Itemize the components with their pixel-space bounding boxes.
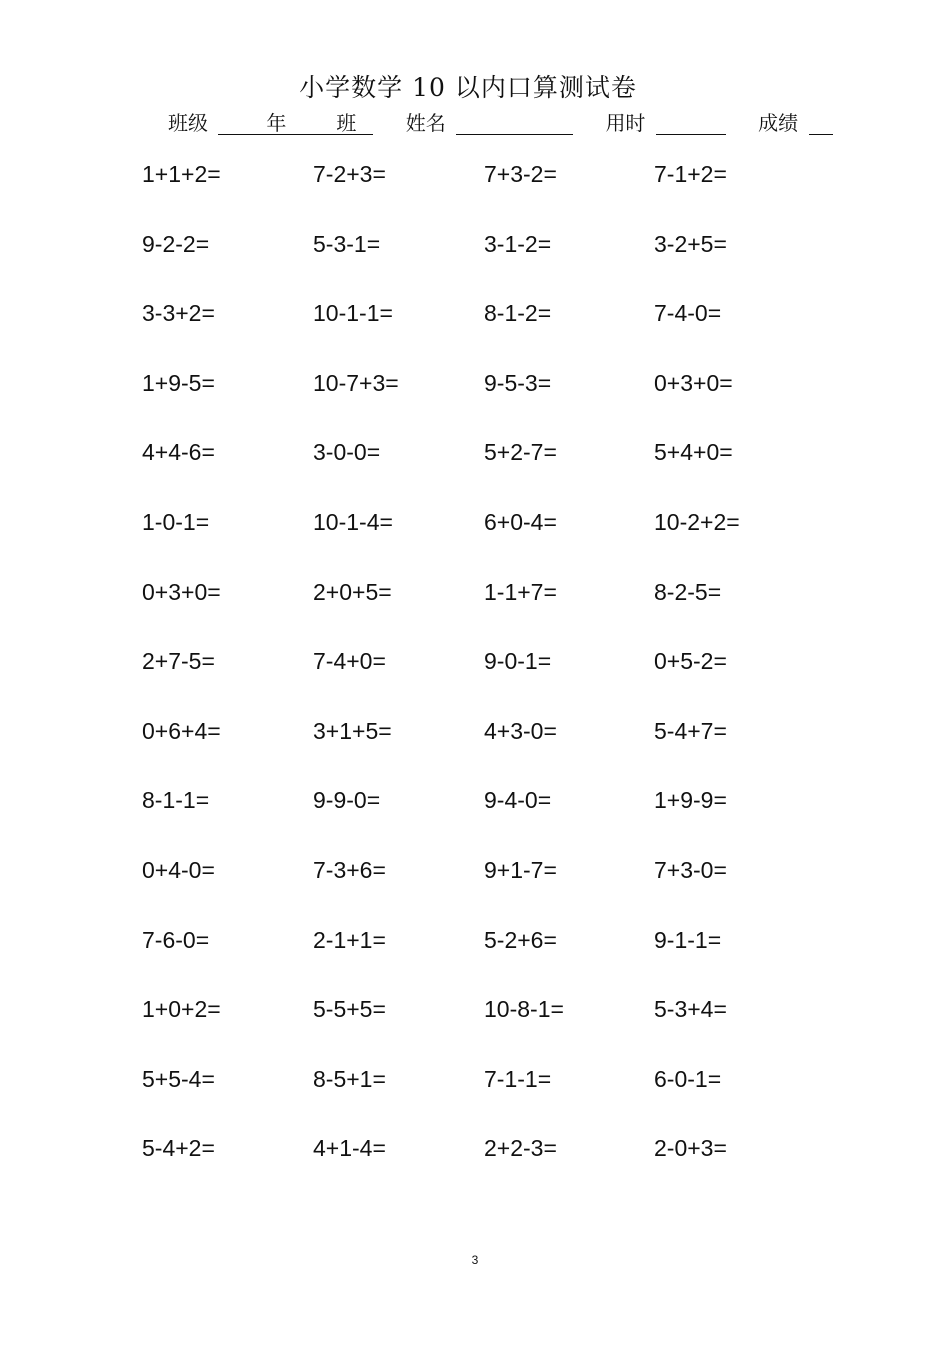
problem-row — [142, 1126, 842, 1196]
arithmetic-problem: 1+9-5= — [142, 369, 215, 396]
arithmetic-problem: 5-2+6= — [484, 926, 557, 953]
problem-row — [142, 222, 842, 292]
arithmetic-problem: 0+3+0= — [142, 578, 221, 605]
problem-row — [142, 987, 842, 1057]
arithmetic-problem: 7+3-2= — [484, 161, 557, 187]
arithmetic-problem: 9-0-1= — [484, 648, 552, 675]
arithmetic-problem: 7-1+2= — [654, 161, 727, 187]
arithmetic-problem: 5+4+0= — [654, 439, 733, 466]
class-label: 班级 — [168, 111, 208, 135]
arithmetic-problem: 2+2-3= — [484, 1135, 557, 1162]
arithmetic-problem: 7-3+6= — [313, 856, 386, 883]
arithmetic-problem: 2+7-5= — [142, 648, 215, 675]
arithmetic-problem: 3-1-2= — [484, 230, 552, 257]
arithmetic-problem: 2-0+3= — [654, 1135, 727, 1162]
arithmetic-problem: 10-1-1= — [313, 300, 393, 327]
arithmetic-problem: 3-0-0= — [313, 439, 381, 466]
arithmetic-problem: 6-0-1= — [654, 1065, 722, 1092]
arithmetic-problem: 1+9-9= — [654, 787, 727, 814]
problem-row — [142, 848, 842, 918]
problem-row — [142, 778, 842, 848]
arithmetic-problem: 7-6-0= — [142, 926, 210, 953]
class-field[interactable] — [218, 108, 373, 135]
problem-row — [142, 500, 842, 570]
name-label: 姓名 — [405, 111, 446, 135]
arithmetic-problem: 8-2-5= — [654, 578, 722, 605]
problem-row — [142, 709, 842, 779]
student-info-row — [168, 108, 833, 138]
arithmetic-problem: 7-2+3= — [313, 161, 386, 187]
arithmetic-problem: 5+2-7= — [484, 439, 557, 466]
time-label: 用时 — [605, 111, 646, 135]
arithmetic-problem: 4+1-4= — [313, 1135, 386, 1162]
arithmetic-problem: 9-1-1= — [654, 926, 722, 953]
arithmetic-problem: 7-4-0= — [654, 300, 722, 327]
arithmetic-problem: 0+3+0= — [654, 369, 733, 396]
arithmetic-problem: 10-7+3= — [313, 369, 399, 396]
problem-row — [142, 639, 842, 709]
arithmetic-problem: 0+4-0= — [142, 856, 215, 883]
worksheet-title: 小学数学 10 以内口算测试卷 — [299, 73, 637, 102]
arithmetic-problem: 6+0-4= — [484, 508, 557, 535]
problem-row — [142, 291, 842, 361]
arithmetic-problem: 0+6+4= — [142, 717, 221, 744]
arithmetic-problem: 5-4+2= — [142, 1135, 215, 1162]
arithmetic-problem: 5-5+5= — [313, 996, 386, 1023]
name-field[interactable] — [456, 108, 573, 135]
arithmetic-problem: 2+0+5= — [313, 578, 392, 605]
arithmetic-problem: 8-5+1= — [313, 1065, 386, 1092]
arithmetic-problem: 9-5-3= — [484, 369, 552, 396]
arithmetic-problem: 9+1-7= — [484, 856, 557, 883]
arithmetic-problem: 9-2-2= — [142, 230, 210, 257]
arithmetic-problem: 5+5-4= — [142, 1065, 215, 1092]
arithmetic-problem: 7-4+0= — [313, 648, 386, 675]
arithmetic-problem: 5-3-1= — [313, 230, 381, 257]
grade-suffix: 年 — [266, 111, 287, 135]
arithmetic-problem: 7+3-0= — [654, 856, 727, 883]
score-label: 成绩 — [758, 111, 799, 135]
problem-grid — [142, 152, 842, 1196]
problem-row — [142, 361, 842, 431]
page-number: 3 — [471, 1253, 479, 1267]
problem-row — [142, 918, 842, 988]
time-field[interactable] — [656, 108, 726, 135]
arithmetic-problem: 1-1+7= — [484, 578, 557, 605]
arithmetic-problem: 1+0+2= — [142, 996, 221, 1023]
arithmetic-problem: 9-9-0= — [313, 787, 381, 814]
problem-row — [142, 1057, 842, 1127]
arithmetic-problem: 1+1+2= — [142, 161, 221, 187]
arithmetic-problem: 2-1+1= — [313, 926, 386, 953]
arithmetic-problem: 1-0-1= — [142, 508, 210, 535]
arithmetic-problem: 5-3+4= — [654, 996, 727, 1023]
arithmetic-problem: 7-1-1= — [484, 1065, 552, 1092]
arithmetic-problem: 10-8-1= — [484, 996, 564, 1023]
problem-row — [142, 430, 842, 500]
arithmetic-problem: 8-1-2= — [484, 300, 552, 327]
problem-row — [142, 152, 842, 222]
arithmetic-problem: 4+3-0= — [484, 717, 557, 744]
score-field[interactable] — [809, 108, 833, 135]
class-suffix: 班 — [336, 111, 357, 135]
arithmetic-problem: 5-4+7= — [654, 717, 727, 744]
arithmetic-problem: 3-3+2= — [142, 300, 215, 327]
arithmetic-problem: 10-2+2= — [654, 508, 740, 535]
arithmetic-problem: 9-4-0= — [484, 787, 552, 814]
arithmetic-problem: 10-1-4= — [313, 508, 393, 535]
arithmetic-problem: 0+5-2= — [654, 648, 727, 675]
arithmetic-problem: 3-2+5= — [654, 230, 727, 257]
arithmetic-problem: 4+4-6= — [142, 439, 215, 466]
problem-row — [142, 570, 842, 640]
arithmetic-problem: 8-1-1= — [142, 787, 210, 814]
arithmetic-problem: 3+1+5= — [313, 717, 392, 744]
